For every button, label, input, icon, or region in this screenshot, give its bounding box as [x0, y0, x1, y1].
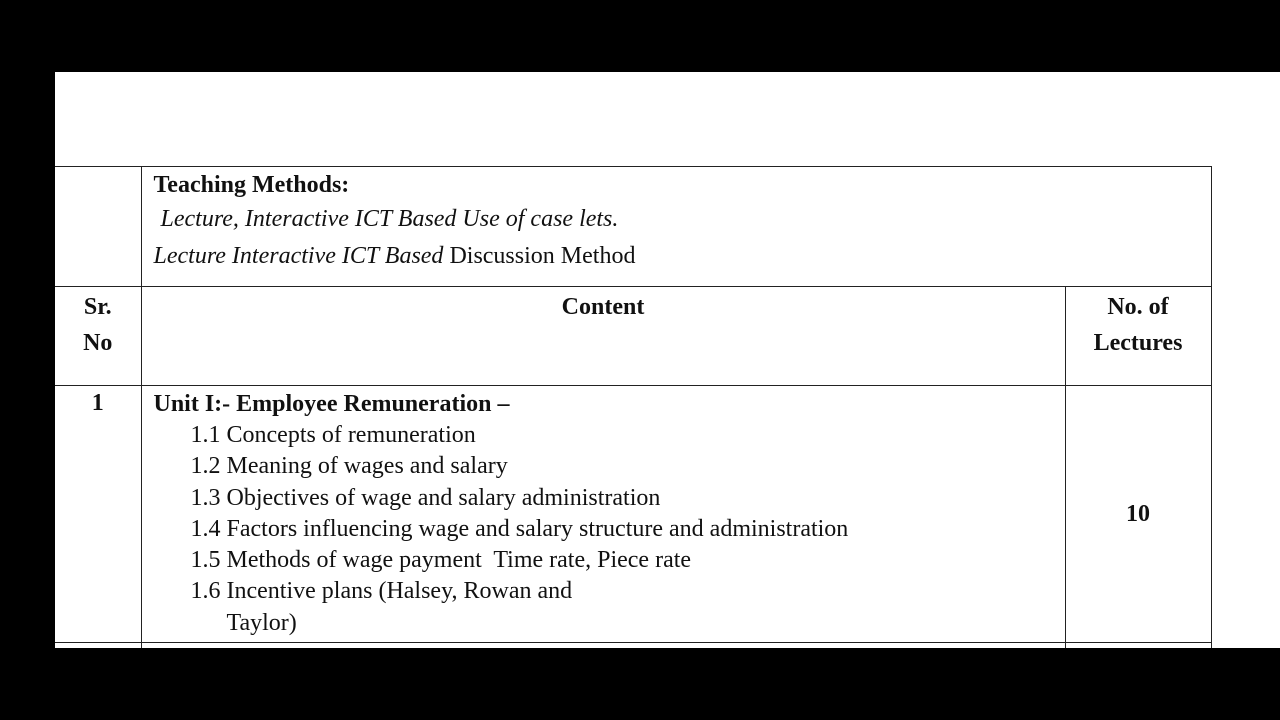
unit-1-title: Unit I:- Employee Remuneration –: [153, 391, 510, 417]
header-content: [141, 287, 1065, 386]
header-sr-line-1: Sr.: [83, 294, 112, 320]
header-lectures-line-1: No. of: [1107, 294, 1169, 320]
unit-1-item-3: 1.3 Objectives of wage and salary administration: [190, 484, 661, 511]
next-unit-row-partial: [55, 643, 1211, 649]
teaching-methods-row: [55, 167, 1211, 287]
teaching-methods-line-1: [154, 201, 1211, 238]
teaching-methods-line-2: [154, 238, 1211, 275]
unit-1-lectures: 10: [1065, 386, 1211, 643]
header-sr-no: [55, 287, 141, 386]
unit-1-item-2: 1.2 Meaning of wages and salary: [190, 453, 508, 480]
header-lectures-line-2: Lectures: [1093, 330, 1183, 356]
unit-1-sr-no: 1: [55, 386, 141, 643]
teaching-methods-title: Teaching Methods:: [153, 172, 350, 198]
header-lectures: [1065, 287, 1211, 386]
next-unit-content-cell: [141, 643, 1065, 649]
unit-1-content: [141, 386, 1065, 643]
unit-1-item-6: 1.6 Incentive plans (Halsey, Rowan and: [190, 578, 573, 605]
document-page: [55, 72, 1280, 648]
empty-sr-cell: [55, 167, 141, 287]
syllabus-table-container: [55, 166, 1211, 648]
next-unit-sr-cell: [55, 643, 141, 649]
next-unit-lectures-cell: [1065, 643, 1211, 649]
teaching-methods-cell: [141, 167, 1211, 287]
table-header-row: [55, 287, 1211, 386]
unit-1-item-4: 1.4 Factors influencing wage and salary structure and administration: [190, 515, 849, 542]
teaching-methods-line-2-italic: Lecture Interactive ICT Based: [153, 243, 444, 269]
header-content-label: Content: [561, 294, 645, 320]
unit-1-row: [55, 386, 1211, 643]
unit-1-item-1: 1.1 Concepts of remuneration: [190, 422, 476, 448]
teaching-methods-line-2-plain: Discussion Method: [443, 243, 636, 269]
unit-1-item-5: 1.5 Methods of wage payment Time rate, Piece rate: [190, 547, 692, 574]
header-sr-line-2: No: [83, 330, 113, 356]
syllabus-table: [55, 166, 1212, 648]
unit-1-item-6-continuation: Taylor): [226, 609, 297, 636]
teaching-methods-line-1-text: Lecture, Interactive ICT Based Use of case lets.: [160, 206, 619, 232]
